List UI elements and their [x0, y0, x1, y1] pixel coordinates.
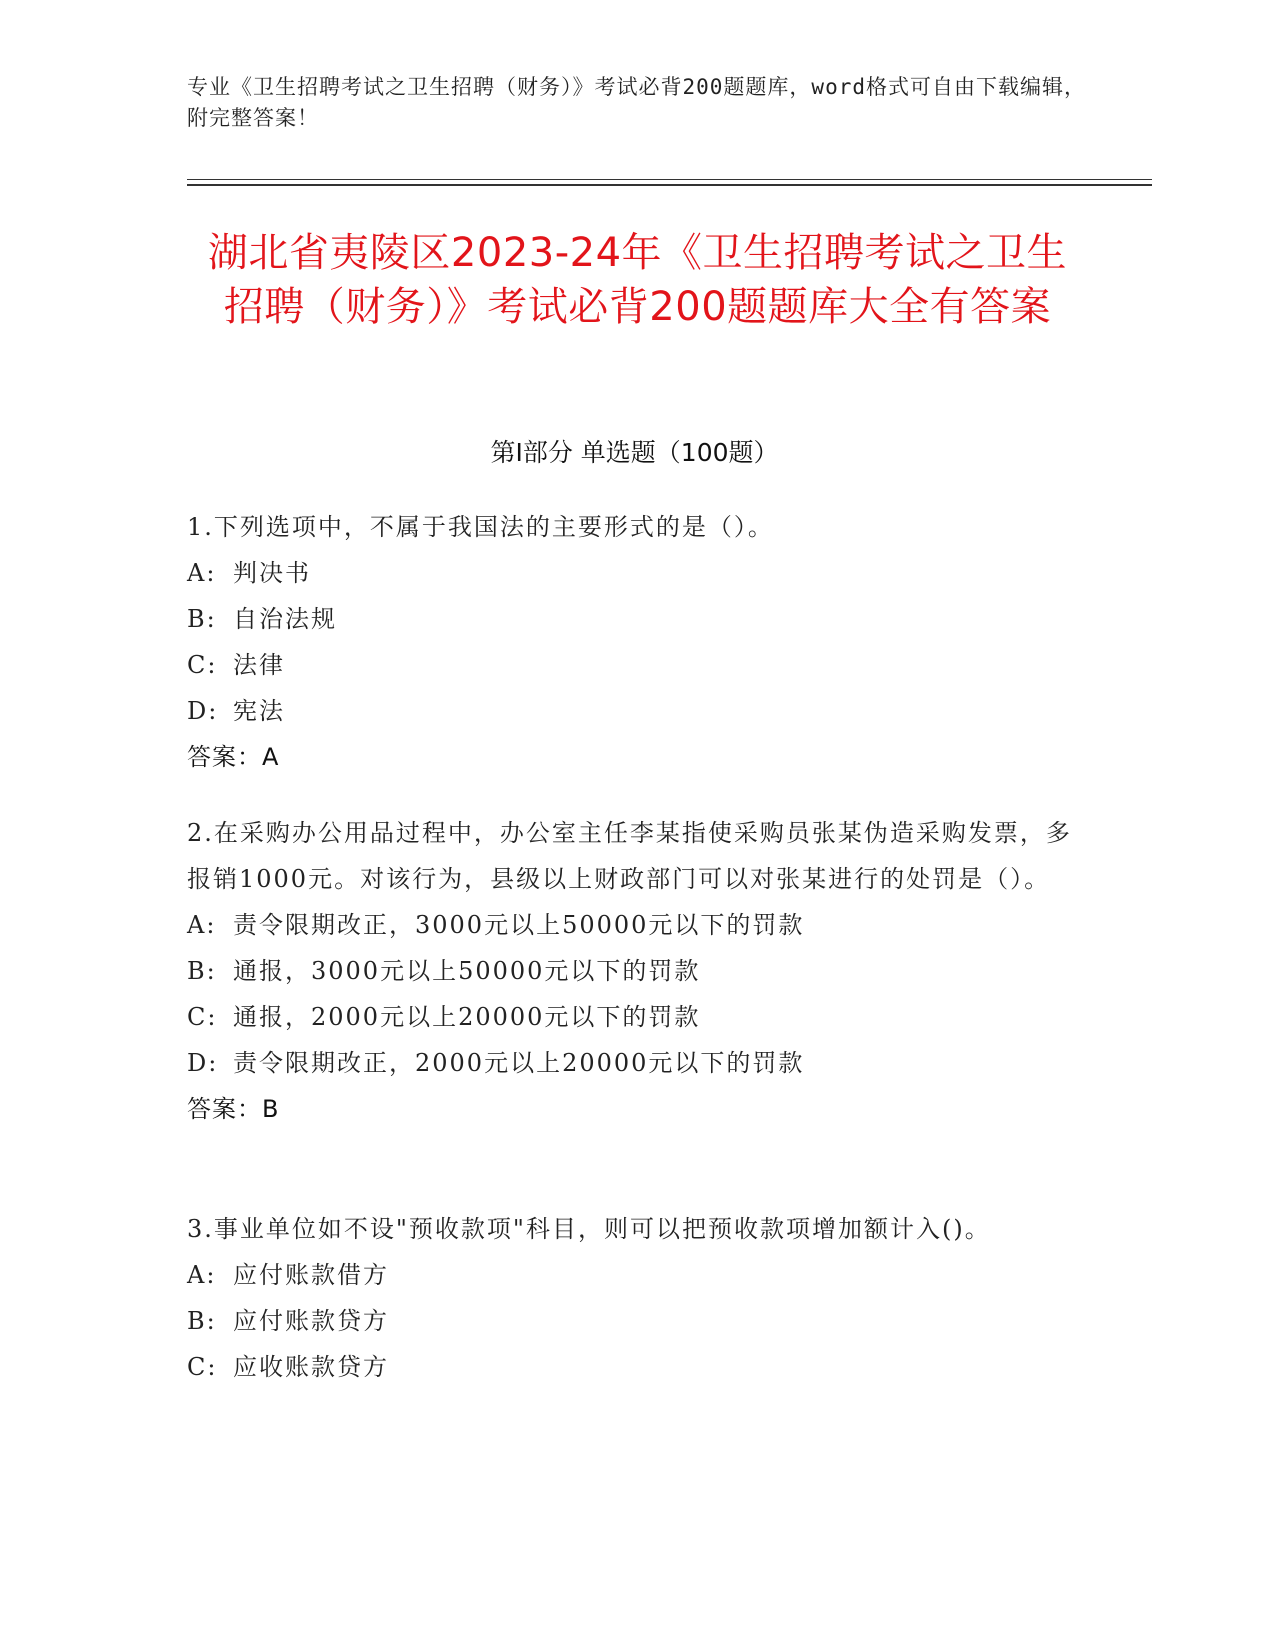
- question-stem: 2.在采购办公用品过程中，办公室主任李某指使采购员张某伪造采购发票，多报销1000元。对该行为，县级以上财政部门可以对张某进行的处罚是（）。: [187, 819, 1072, 893]
- option-key: D:: [187, 1049, 219, 1077]
- option-text: 宪法: [233, 697, 285, 725]
- option-a: [187, 1252, 1087, 1298]
- option-text: 应收账款贷方: [233, 1353, 389, 1381]
- option-text: 应付账款借方: [233, 1261, 389, 1289]
- option-c: [187, 642, 1087, 688]
- option-a: [187, 550, 1087, 596]
- answer: 答案：A: [187, 743, 280, 771]
- option-key: B:: [187, 605, 217, 633]
- option-a: [187, 902, 1087, 948]
- question-stem: 1.下列选项中，不属于我国法的主要形式的是（）。: [187, 513, 774, 541]
- header-note: 专业《卫生招聘考试之卫生招聘（财务）》考试必背200题题库，word格式可自由下载编辑，附完整答案！: [187, 75, 1086, 130]
- option-key: C:: [187, 651, 218, 679]
- option-text: 应付账款贷方: [233, 1307, 389, 1335]
- option-key: C:: [187, 1003, 218, 1031]
- document-title: 湖北省夷陵区2023-24年《卫生招聘考试之卫生招聘（财务）》考试必背200题题库大全有答案: [207, 230, 1068, 330]
- option-key: C:: [187, 1353, 218, 1381]
- option-d: [187, 1040, 1087, 1086]
- option-key: A:: [187, 1261, 217, 1289]
- header-divider-thick: [187, 184, 1152, 186]
- header-divider-thin: [187, 179, 1152, 180]
- question-2: [187, 810, 1087, 1132]
- option-text: 通报，2000元以上20000元以下的罚款: [233, 1003, 701, 1031]
- option-key: A:: [187, 911, 217, 939]
- option-key: D:: [187, 697, 219, 725]
- option-text: 责令限期改正，3000元以上50000元以下的罚款: [233, 911, 805, 939]
- section-heading: 第Ⅰ部分 单选题（100题）: [490, 438, 779, 467]
- option-b: [187, 596, 1087, 642]
- option-c: [187, 994, 1087, 1040]
- option-text: 通报，3000元以上50000元以下的罚款: [233, 957, 701, 985]
- option-d: [187, 688, 1087, 734]
- question-stem: 3.事业单位如不设"预收款项"科目，则可以把预收款项增加额计入()。: [187, 1215, 991, 1243]
- option-text: 责令限期改正，2000元以上20000元以下的罚款: [233, 1049, 805, 1077]
- question-3: [187, 1206, 1087, 1390]
- option-key: A:: [187, 559, 217, 587]
- option-text: 判决书: [233, 559, 311, 587]
- option-key: B:: [187, 1307, 217, 1335]
- option-c: [187, 1344, 1087, 1390]
- option-text: 法律: [233, 651, 285, 679]
- answer: 答案：B: [187, 1095, 280, 1123]
- question-1: [187, 504, 1087, 780]
- option-b: [187, 948, 1087, 994]
- option-key: B:: [187, 957, 217, 985]
- option-b: [187, 1298, 1087, 1344]
- option-text: 自治法规: [233, 605, 337, 633]
